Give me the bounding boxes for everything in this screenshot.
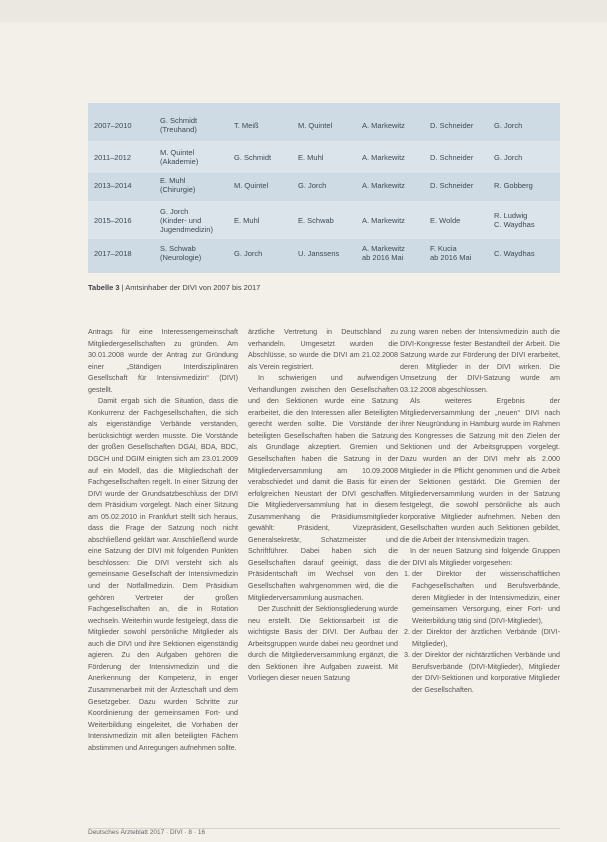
table-cell: R. Ludwig C. Waydhas: [494, 211, 535, 229]
table-caption: [88, 283, 260, 292]
table-cell: C. Waydhas: [494, 248, 535, 258]
table-row: [88, 109, 560, 141]
table-cell: A. Markewitz: [362, 152, 405, 162]
paragraph: Damit ergab sich die Situation, dass die Konkurrenz der Fachgesellschaften, die sich als eigenständige Verbände verstanden, berücksichtigt werden musste. Die Vorstände der großen Gesellschaften DGAI, BDA, BDC, DGCH und DGIM einigten sich am 23.01.2009 auf ein Modell, das die Mitgliedschaft der Fachgesellschaften regelt. In einer Sitzung der DIVI wurde der Grundsatzbeschluss der DIVI dem Präsidium vorgelegt. Nach einer Sitzung am 05.02.2010 in Frankfurt stellt sich heraus, dass die Frage der Satzung noch nicht abschließend geklärt war. Anschließend wurde eine Satzung der DIVI mit folgenden Punkten beschlossen: Die DIVI versteht sich als gemeinsame Gesellschaft der Intensivmedizin und der Notfallmedizin. Dem Präsidium gehören Vertreter der großen Fachgesellschaften an, die in Rotation wechseln. Weiterhin wurde festgelegt, dass die Mitglieder sowohl persönliche Mitglieder als auch die DIVI und ihre Sektionen eigenständig agieren. Zu den Aufgaben gehören die Förderung der Intensivmedizin und die Anerkennung der Kompetenz, in enger Zusammenarbeit mit der Ärzteschaft und dem Gesetzgeber. Dazu wurden Schritte zur Koordinierung der gemeinsamen Fort- und Weiterbildung eingeleitet, die Vorhaben der Intensivmedizin mit allen beteiligten Fächern abstimmen und Anregungen aufnehmen sollte.: [88, 396, 238, 752]
period-cell: 2011–2012: [94, 152, 131, 162]
table-cell: E. Muhl: [298, 152, 324, 162]
page-footer: [88, 828, 560, 839]
list-item: 2. der Direktor der ärztlichen Verbände (DIVI-Mitglieder),: [412, 626, 560, 649]
office-holders-table: [88, 103, 560, 273]
table-row: [88, 237, 560, 269]
table-cell: G. Schmidt: [234, 152, 272, 162]
table-cell: F. Kucia ab 2016 Mai: [430, 244, 472, 262]
table-cell: A. Markewitz: [362, 120, 405, 130]
table-cell: A. Markewitz ab 2016 Mai: [362, 244, 405, 262]
table-cell: U. Janssens: [298, 248, 340, 258]
table-cell: M. Quintel: [234, 180, 269, 190]
paragraph: ärztliche Vertretung in Deutschland zu verhandeln. Umgesetzt wurden die Abschlüsse, so wurde die DIVI am 21.02.2008 als Verein registriert.: [248, 327, 398, 371]
table-cell: A. Markewitz: [362, 180, 405, 190]
table-cell: D. Schneider: [430, 180, 474, 190]
text-column-1: [88, 326, 238, 818]
table-cell: G. Jorch (Kinder- und Jugendmedizin): [160, 206, 213, 234]
footer-text: Deutsches Ärzteblatt 2017 · DIVI · 8 · 16: [88, 829, 206, 836]
text-column-3: [400, 326, 560, 818]
table-cell: M. Quintel (Akademie): [160, 148, 199, 166]
table-row: [88, 169, 560, 201]
list-item: 1. der Direktor der wissenschaftlichen Fachgesellschaften und Berufsverbände, deren Mitglieder in der Intensivmedizin, einer gemeinsamen Versorgung, einer Fort- und Weiterbildung tätig sind (DIVI-Mitglieder),: [412, 568, 560, 626]
caption-label: Tabelle 3: [88, 283, 120, 292]
table-row: [88, 201, 560, 239]
paragraph: Antrags für eine Interessengemeinschaft Mitgliedergesellschaften zu gründen. Am 30.01.2008 wurde der Antrag zur Gründung einer „Ständigen Interdisziplinären Gesellschaft für Intensivmedizin“ (DIVI) gestellt.: [88, 327, 238, 394]
period-cell: 2017–2018: [94, 248, 132, 258]
table-cell: G. Schmidt (Treuhand): [160, 116, 198, 134]
table-cell: G. Jorch: [298, 180, 327, 190]
table-cell: G. Jorch: [494, 120, 523, 130]
paragraph: Der Zuschnitt der Sektionsgliederung wurde neu erstellt. Die Sektionsarbeit ist die wichtigste Basis der DIVI. Der Aufbau der Arbeitsgruppen wurde dabei neu geordnet und durch die Mitgliederversammlung ergänzt, die den Sektionen ihre Aufgaben zuweist. Mit Vorliegen dieser neuen Satzung: [248, 604, 398, 683]
period-cell: 2013–2014: [94, 180, 132, 190]
period-cell: 2007–2010: [94, 120, 132, 130]
paragraph: In schwierigen und aufwendigen Verhandlungen zwischen den Gesellschaften und den Sektionen wurde eine Satzung erarbeitet, die den Interessen aller Beteiligten gerecht werden sollte. Die Vorstände der beteiligten Gesellschaften haben die Satzung als Grundlage akzeptiert. Gremien und Gesellschaften haben die Satzung in der Mitgliederversammlung am 10.09.2008 verabschiedet und damit die Basis für einen erfolgreichen Neustart der DIVI geschaffen. Die Mitgliederversammlung hat in diesem Zusammenhang die Präsidiumsmitglieder gewählt: Präsident, Vizepräsident, Generalsekretär, Schatzmeister und Schriftführer. Dabei haben sich die Gesellschaften darauf geeinigt, dass die Präsidentschaft im Wechsel von den Gesellschaften wahrgenommen wird, die die Mitgliederversammlung ausmachen.: [248, 373, 398, 602]
table-cell: E. Schwab: [298, 215, 334, 225]
paragraph: In der neuen Satzung sind folgende Gruppen der DIVI als Mitglieder vorgesehen:: [400, 546, 560, 567]
table-cell: S. Schwab (Neurologie): [160, 244, 202, 262]
period-cell: 2015–2016: [94, 215, 132, 225]
member-groups-list: [400, 568, 560, 695]
table-cell: R. Gobberg: [494, 180, 533, 190]
table-cell: M. Quintel: [298, 120, 333, 130]
table-cell: D. Schneider: [430, 120, 474, 130]
table-cell: D. Schneider: [430, 152, 474, 162]
table-cell: A. Markewitz: [362, 215, 405, 225]
table-cell: E. Muhl (Chirurgie): [160, 176, 196, 194]
paragraph: Als weiteres Ergebnis der Mitgliederversammlung der „neuen“ DIVI nach ihrer Neugründung in Hamburg wurde im Rahmen des Kongresses die Satzung mit den Zielen der Sektionen und der Arbeitsgruppen vorgelegt. Dazu wurden an der DIVI mehr als 2.000 Mitglieder in die Pflicht genommen und die Arbeit der Sektionen gestärkt. Die Gremien der Mitgliederversammlung wurden in der Satzung festgelegt, die sowohl persönliche als auch korporative Mitglieder aufnehmen. Neben den Gesellschaften wurden auch Sektionen gebildet, die die Arbeit der Intensivmedizin tragen.: [400, 396, 560, 544]
paragraph: zung waren neben der Intensivmedizin auch die DIVI-Kongresse fester Bestandteil der Arbeit. Die Satzung wurde zur Förderung der DIVI erarbeitet, deren Mitglieder in der DIVI wirken. Die Umsetzung der DIVI-Satzung wurde am 03.12.2008 abgeschlossen.: [400, 327, 560, 394]
caption-text: | Amtsinhaber der DIVI von 2007 bis 2017: [121, 283, 261, 292]
text-column-2: [248, 326, 398, 818]
table-cell: E. Wolde: [430, 215, 461, 225]
table-cell: G. Jorch: [234, 248, 263, 258]
table-cell: T. Meiß: [234, 120, 259, 130]
header-band: [0, 0, 607, 22]
table-cell: G. Jorch: [494, 152, 523, 162]
list-item: 3. der Direktor der nichtärztlichen Verbände und Berufsverbände (DIVI-Mitglieder), Mitglieder der DIVI-Sektionen und korporative Mitglieder der Gesellschaften.: [412, 649, 560, 695]
table-cell: E. Muhl: [234, 215, 260, 225]
